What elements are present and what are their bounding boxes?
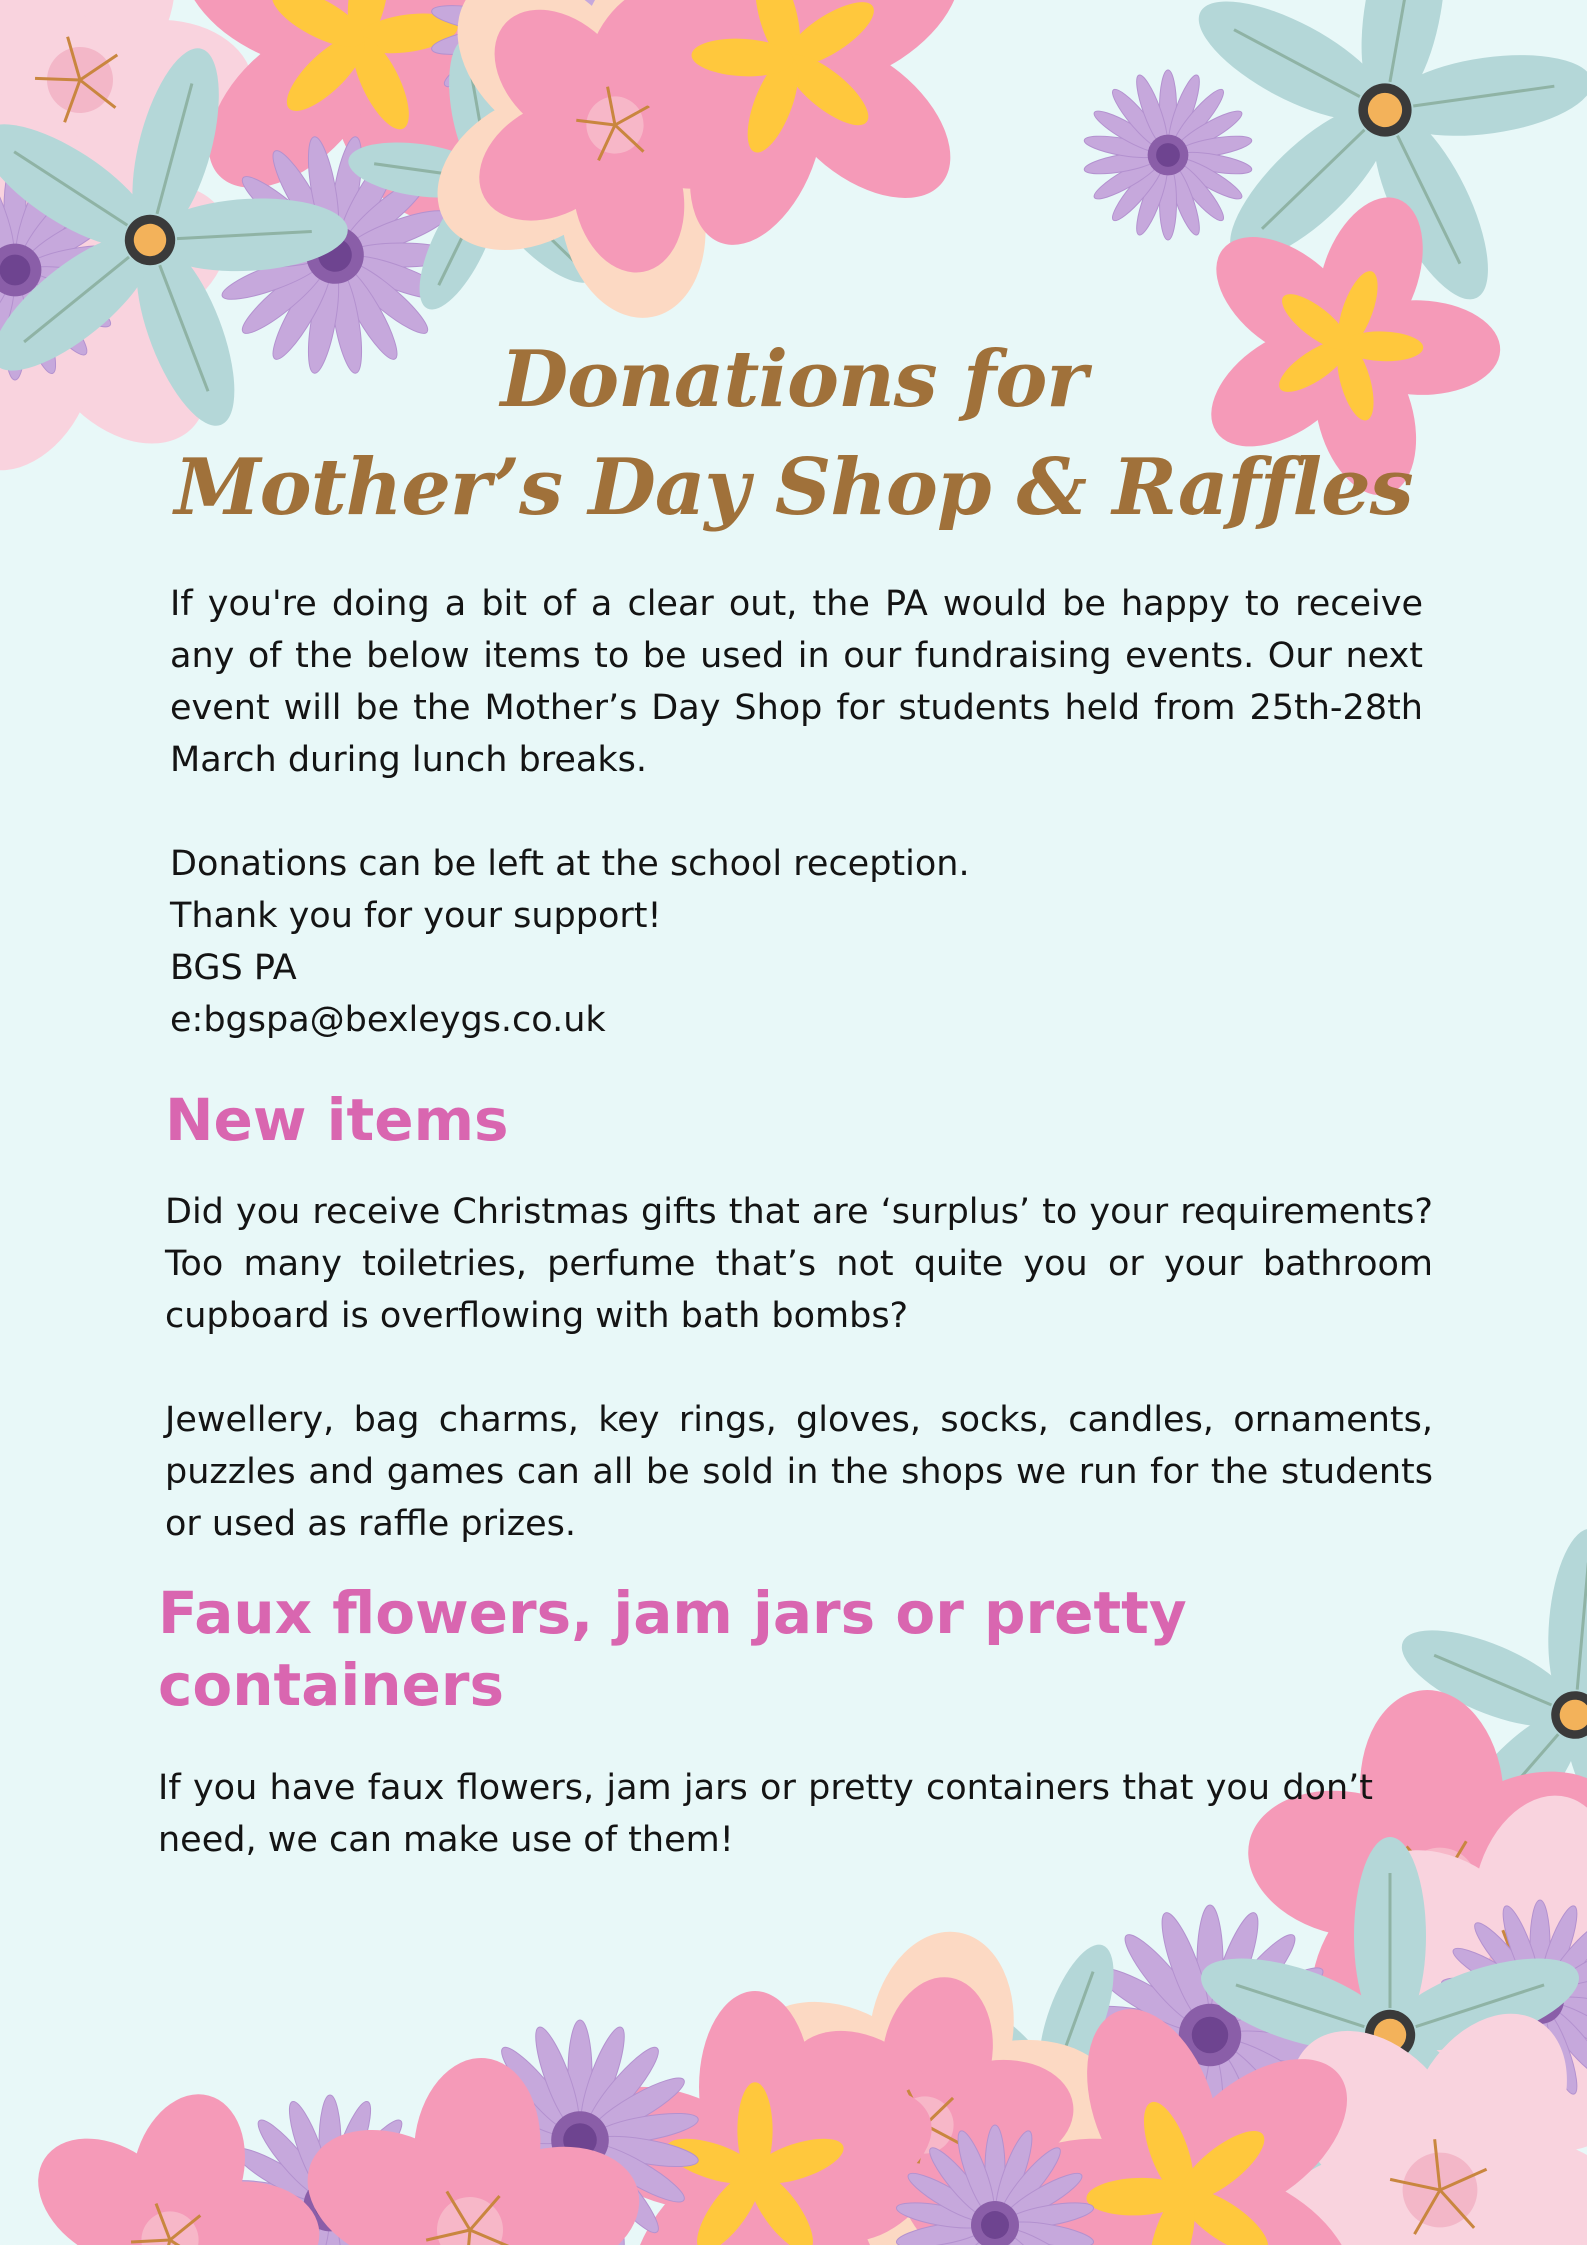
new-items-paragraph-1: Did you receive Christmas gifts that are ‘surplus’ to your requirements? Too many toiletries, perfume that’s not quite you or your bathroom cupboard is overflowing with bath bombs?	[165, 1192, 1433, 1336]
section-heading-faux-flowers-line1: Faux flowers, jam jars or pretty	[158, 1579, 1187, 1647]
section-heading-faux-flowers-line2: containers	[158, 1651, 505, 1719]
faux-flowers-paragraph: If you have faux flowers, jam jars or pretty containers that you don’t need, we can make use of them!	[158, 1768, 1373, 1860]
page-title-line2: Mother’s Day Shop & Raffles	[174, 442, 1413, 533]
page-title-line1: Donations for	[500, 334, 1087, 425]
daisy-flower-icon	[1083, 70, 1253, 240]
dropoff-text: Donations can be left at the school reception.	[170, 844, 970, 884]
intro-paragraph: If you're doing a bit of a clear out, the PA would be happy to receive any of the below items to be used in our fundraising events. Our next event will be the Mother’s Day Shop for students held from 25th-28th March during lunch breaks.	[170, 584, 1423, 780]
thanks-text: Thank you for your support!	[170, 896, 662, 936]
section-heading-new-items: New items	[165, 1086, 509, 1154]
new-items-paragraph-2: Jewellery, bag charms, key rings, gloves, socks, candles, ornaments, puzzles and games can all be sold in the shops we run for the students or used as raffle prizes.	[165, 1400, 1433, 1544]
email-text: e:bgspa@bexleygs.co.uk	[170, 1000, 606, 1040]
signature-text: BGS PA	[170, 948, 297, 988]
